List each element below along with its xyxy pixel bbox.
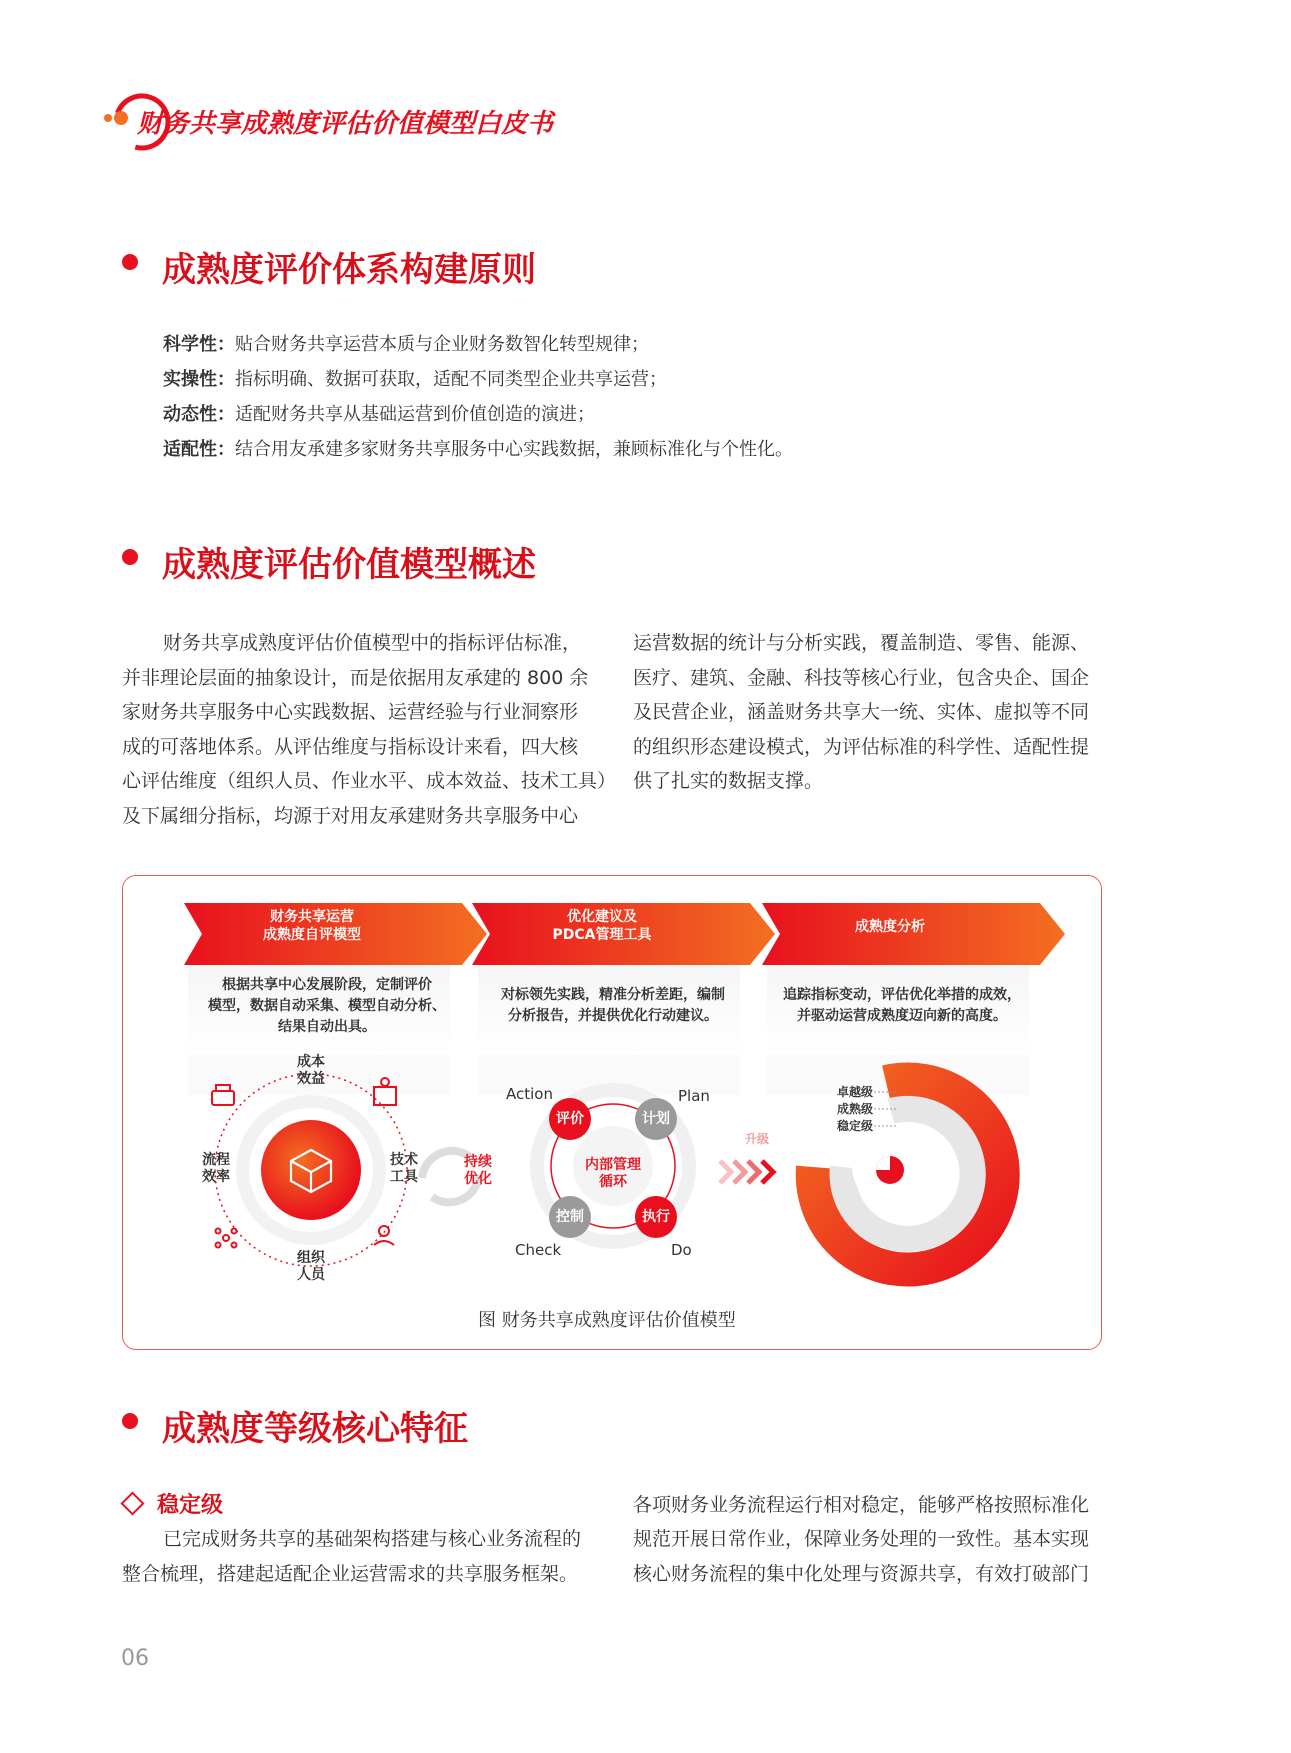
paragraph-line: 及下属细分指标，均源于对用友承建财务共享服务中心 [122, 805, 579, 827]
paragraph-line: 已完成财务共享的基础架构搭建与核心业务流程的 [163, 1528, 582, 1550]
level-excellent: 卓越级 [836, 1085, 873, 1099]
document-title: 财务共享成熟度评估价值模型白皮书 [137, 109, 554, 139]
section-heading-principles: 成熟度评价体系构建原则 [162, 250, 536, 290]
section-heading-levels: 成熟度等级核心特征 [162, 1409, 468, 1449]
principle-item: 实操性：指标明确、数据可获取，适配不同类型企业共享运营； [163, 369, 667, 390]
sub-heading-stable: 稳定级 [157, 1493, 224, 1518]
paragraph-line: 财务共享成熟度评估价值模型中的指标评估标准， [163, 632, 582, 654]
paragraph-line: 运营数据的统计与分析实践，覆盖制造、零售、能源、 [633, 632, 1090, 654]
dimension-tech-tools: 技术 工具 [390, 1152, 418, 1185]
upgrade-label: 升级 [744, 1132, 769, 1146]
stage1-description: 根据共享中心发展阶段，定制评价 模型，数据自动采集、模型自动分析、 结果自动出具。 [208, 977, 446, 1035]
paragraph-line: 家财务共享服务中心实践数据、运营经验与行业洞察形 [122, 701, 579, 723]
paragraph-line: 核心财务流程的集中化处理与资源共享，有效打破部门 [633, 1563, 1090, 1585]
stage1-title: 财务共享运营 成熟度自评模型 [263, 909, 361, 943]
section-bullet [122, 1413, 138, 1429]
stage3-description: 追踪指标变动，评估优化举措的成效， 并驱动运营成熟度迈向新的高度。 [783, 987, 1021, 1024]
stage3-title: 成熟度分析 [855, 919, 925, 935]
diamond-bullet-icon [120, 1491, 144, 1515]
paragraph-line: 供了扎实的数据支撑。 [633, 770, 824, 792]
paragraph-line: 各项财务业务流程运行相对稳定，能够严格按照标准化 [633, 1494, 1090, 1516]
paragraph-line: 心评估维度（组织人员、作业水平、成本效益、技术工具） [122, 770, 617, 792]
principle-item: 动态性：适配财务共享从基础运营到价值创造的演进； [163, 404, 595, 425]
level-mature: 成熟级 [836, 1102, 873, 1116]
pdca-plan: 计划 [642, 1111, 670, 1127]
page-number: 06 [121, 1646, 149, 1671]
continuous-optimization-label: 持续 优化 [464, 1154, 492, 1187]
stage2-description: 对标领先实践，精准分析差距，编制 分析报告，并提供优化行动建议。 [501, 987, 725, 1024]
paragraph-line: 整合梳理，搭建起适配企业运营需求的共享服务框架。 [122, 1563, 579, 1585]
pdca-evaluate: 评价 [556, 1111, 584, 1127]
pdca-control: 控制 [556, 1209, 584, 1225]
section-bullet [122, 549, 138, 565]
principle-item: 适配性：结合用友承建多家财务共享服务中心实践数据，兼顾标准化与个性化。 [163, 439, 793, 460]
pdca-action-label: Action [506, 1085, 553, 1103]
dimension-org-people: 组织 人员 [297, 1250, 325, 1283]
paragraph-line: 成的可落地体系。从评估维度与指标设计来看，四大核 [122, 736, 579, 758]
paragraph-line: 并非理论层面的抽象设计，而是依据用友承建的 800 余 [122, 667, 589, 689]
level-stable: 稳定级 [836, 1119, 873, 1133]
figure-graphics [122, 875, 1102, 1350]
paragraph-line: 规范开展日常作业，保障业务处理的一致性。基本实现 [633, 1528, 1090, 1550]
pdca-plan-label: Plan [678, 1087, 710, 1105]
principle-item: 科学性：贴合财务共享运营本质与企业财务数智化转型规律； [163, 334, 649, 355]
paragraph-line: 医疗、建筑、金融、科技等核心行业，包含央企、国企 [633, 667, 1090, 689]
figure-caption: 图 财务共享成熟度评估价值模型 [478, 1310, 736, 1331]
dimension-cost-benefit: 成本 效益 [297, 1054, 325, 1087]
section-bullet [122, 254, 138, 270]
pdca-check-label: Check [515, 1241, 562, 1259]
paragraph-line: 的组织形态建设模式，为评估标准的科学性、适配性提 [633, 736, 1090, 758]
paragraph-line: 及民营企业，涵盖财务共享大一统、实体、虚拟等不同 [633, 701, 1090, 723]
stage2-title: 优化建议及 PDCA管理工具 [552, 909, 652, 943]
pdca-execute: 执行 [642, 1209, 670, 1225]
pdca-center-label: 内部管理 循环 [585, 1157, 641, 1190]
section-heading-overview: 成熟度评估价值模型概述 [162, 545, 536, 585]
dimension-process-efficiency: 流程 效率 [202, 1152, 230, 1185]
pdca-do-label: Do [671, 1241, 692, 1259]
